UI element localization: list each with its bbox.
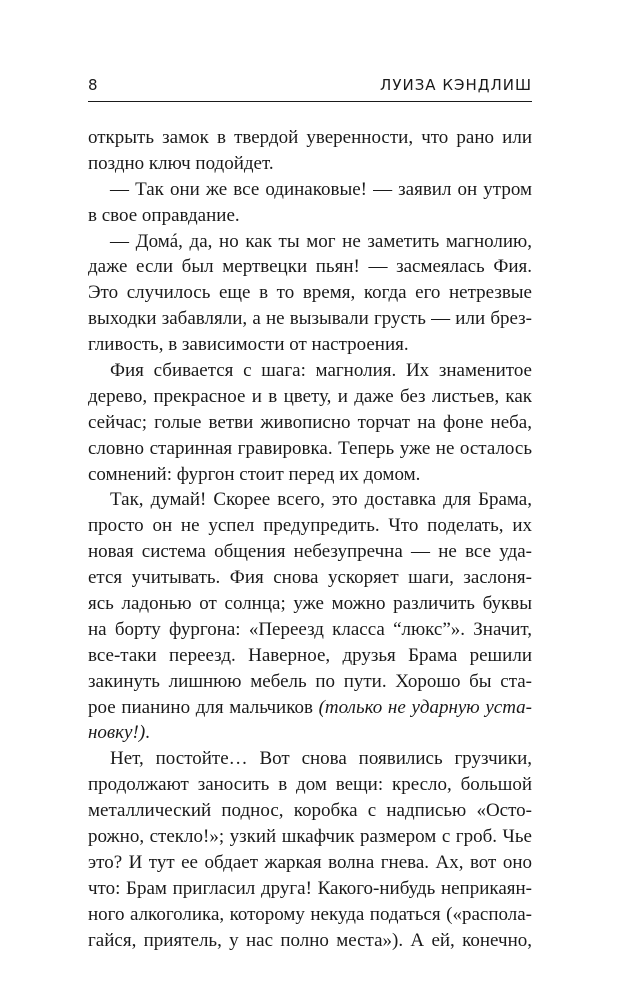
text-line: Нет, постойте… Вот снова появились грузчики, <box>110 748 532 770</box>
text-line: закинуть лишнюю мебель по пути. Хорошо бы ста- <box>88 670 532 692</box>
text-line: — Так они же все одинаковые! — заявил он утром <box>110 178 532 200</box>
text-line: это? И тут ее обдает жаркая волна гнева. Ах, вот оно <box>88 851 532 873</box>
text-line: — Домá, да, но как ты мог не заметить магнолию, <box>110 230 532 252</box>
page-header <box>88 76 532 100</box>
text-line: продолжают заносить в дом вещи: кресло, большой <box>88 774 532 796</box>
text-line: металлический поднос, коробка с надписью «Осто- <box>88 800 532 822</box>
running-title: ЛУИЗА КЭНДЛИШ <box>380 76 532 94</box>
text-segment: рое пианино для мальчиков <box>88 696 313 718</box>
text-line: словно старинная гравировка. Теперь уже не осталось <box>88 437 532 459</box>
text-line: открыть замок в твердой уверенности, что рано или <box>88 127 532 148</box>
text-line: в свое оправдание. <box>88 204 240 226</box>
text-line: ется учитывать. Фия снова ускоряет шаги, заслоня- <box>88 567 532 589</box>
text-line: гайся, приятель, у нас полно места»). А ей, конечно, <box>88 929 532 951</box>
text-line: сейчас; голые ветви живописно торчат на фоне неба, <box>88 411 532 433</box>
text-line-mixed <box>88 695 532 721</box>
text-segment: . <box>145 722 150 744</box>
text-line: на борту фургона: «Переезд класса “люкс”». Значит, <box>88 618 532 640</box>
text-line: что: Брам пригласил друга! Какого-нибудь неприкаян- <box>88 877 532 899</box>
text-line: Фия сбивается с шага: магнолия. Их знаменитое <box>110 360 532 382</box>
text-line: все-таки переезд. Наверное, друзья Брама решили <box>88 644 532 666</box>
text-line: Так, думай! Скорее всего, это доставка для Брама, <box>110 489 532 511</box>
text-line: поздно ключ подойдет. <box>88 152 274 174</box>
page-number: 8 <box>88 76 99 94</box>
text-line: просто он не успел предупредить. Что поделать, их <box>88 515 532 537</box>
text-line: дерево, прекрасное и в цвету, и даже без листьев, как <box>88 385 532 407</box>
body-text <box>88 125 532 954</box>
text-line: Это случилось еще в то время, когда его нетрезвые <box>88 282 532 304</box>
text-line: ного алкоголика, которому некуда податься («распола- <box>88 903 532 925</box>
text-line: выходки забавляли, а не вызывали грусть — или брез- <box>88 308 532 330</box>
text-line: рожно, стекло!»; узкий шкафчик размером с гроб. Чье <box>88 826 532 848</box>
italic-text-segment: (только не ударную уста- <box>318 696 532 718</box>
text-line: даже если был мертвецки пьян! — засмеялась Фия. <box>88 256 532 278</box>
italic-text-segment: новку!) <box>88 722 146 744</box>
text-line: сомнений: фургон стоит перед их домом. <box>88 463 421 485</box>
text-line-mixed <box>88 720 532 746</box>
text-line: новая система общения небезупречна — не все уда- <box>88 541 532 563</box>
header-rule <box>88 101 532 102</box>
text-line: ясь ладонью от солнца; уже можно различить буквы <box>88 593 532 615</box>
text-line: гливость, в зависимости от настроения. <box>88 334 409 356</box>
